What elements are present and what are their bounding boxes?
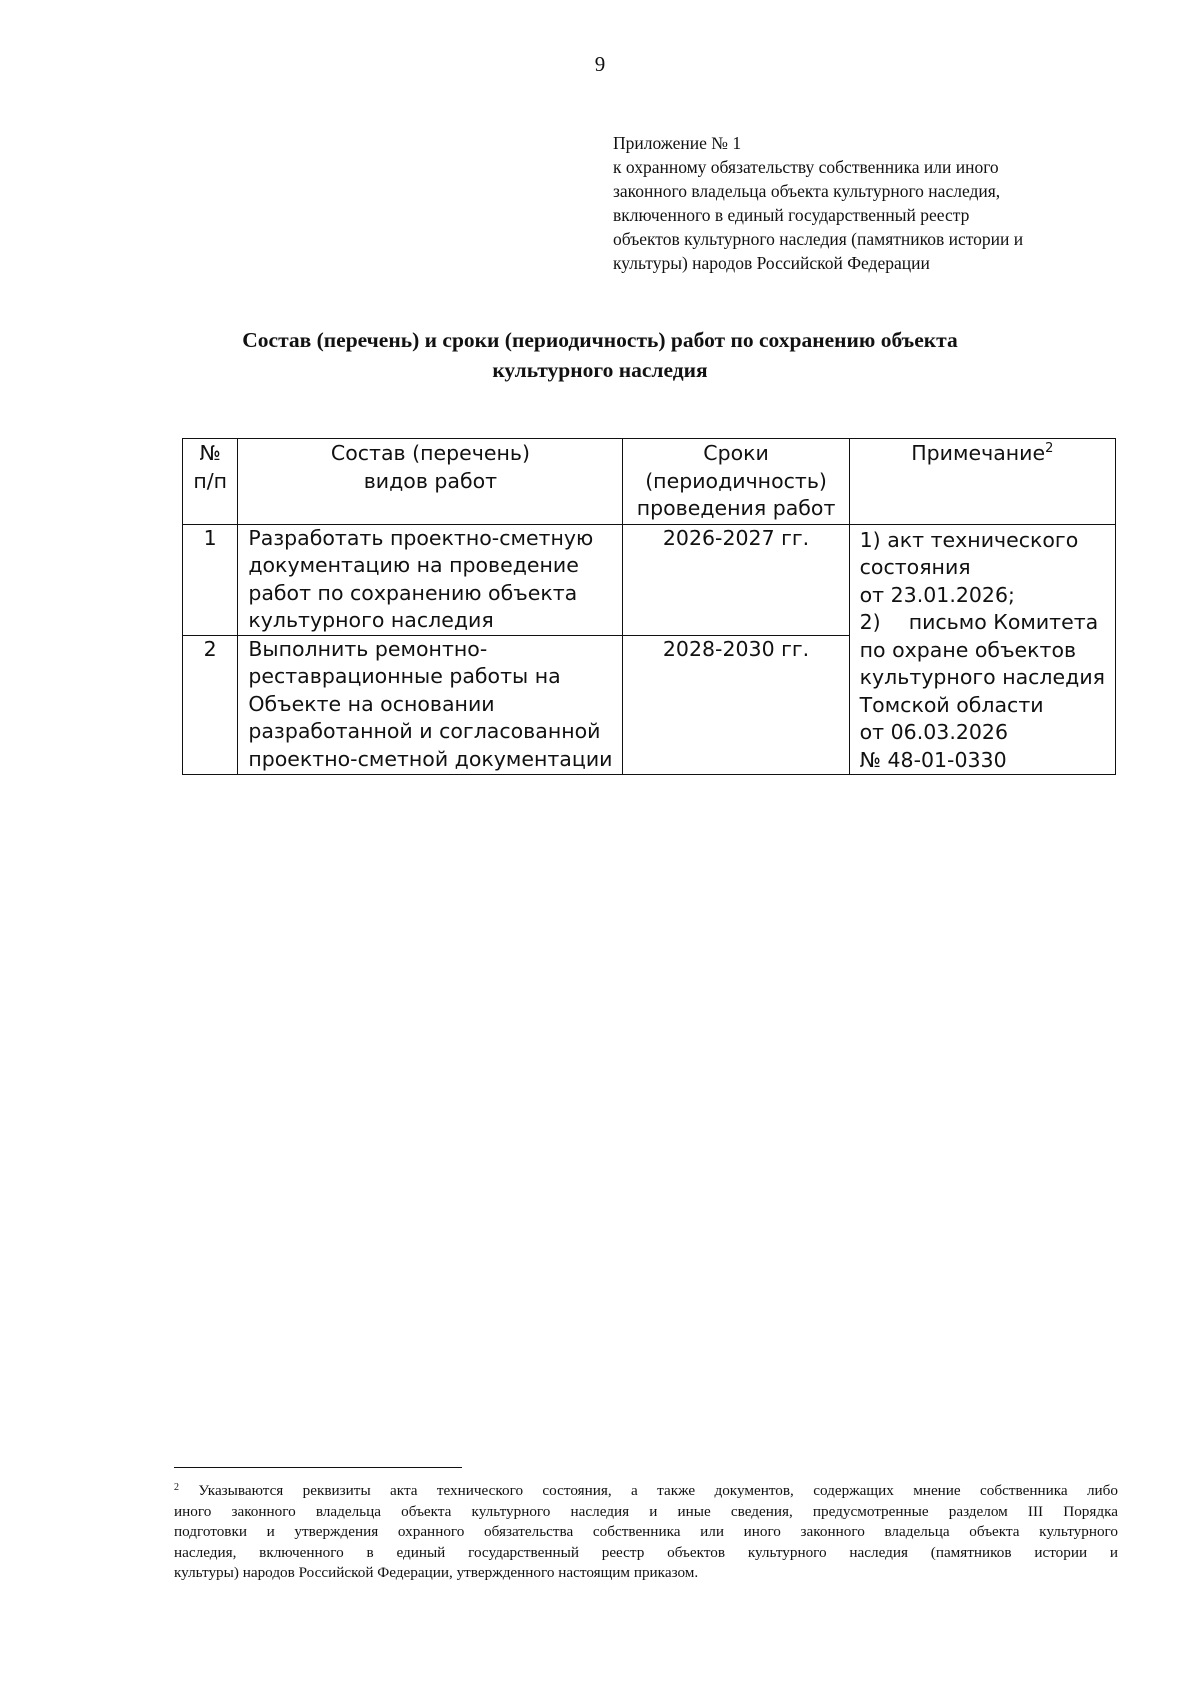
work-name-line: проектно-сметной документации bbox=[248, 746, 613, 771]
footnote-line: культуры) народов Российской Федерации, утвержденного настоящим приказом. bbox=[174, 1564, 699, 1581]
footnote bbox=[174, 1481, 1118, 1584]
footnote-ref: 2 bbox=[1045, 441, 1054, 456]
row-term: 2028-2030 гг. bbox=[623, 635, 849, 774]
title-line: культурного наследия bbox=[492, 358, 708, 382]
note-line: культурного наследия bbox=[859, 665, 1105, 689]
note-line: Томской области bbox=[859, 692, 1044, 717]
header-term-line: Сроки bbox=[703, 441, 769, 465]
table-header-row bbox=[183, 439, 1116, 525]
note-line: состояния bbox=[859, 555, 971, 579]
row-num: 2 bbox=[183, 635, 238, 774]
header-term bbox=[623, 439, 849, 525]
footnote-line bbox=[174, 1481, 1118, 1502]
note-line: 1) акт технического bbox=[859, 527, 1079, 552]
row-work-name bbox=[238, 524, 623, 635]
header-num-line: № bbox=[199, 441, 221, 465]
note-item-text: письмо Комитета bbox=[908, 610, 1099, 634]
note-line: от 23.01.2026; bbox=[859, 582, 1015, 607]
work-name-line: Объекте на основании bbox=[248, 691, 495, 716]
work-name-line: реставрационные работы на bbox=[248, 664, 561, 689]
header-name-line: видов работ bbox=[363, 468, 498, 493]
document-title bbox=[0, 325, 1200, 385]
appendix-line: законного владельца объекта культурного наследия, bbox=[613, 181, 1001, 201]
row-num: 1 bbox=[183, 524, 238, 635]
note-line: от 06.03.2026 bbox=[859, 720, 1009, 744]
work-name-line: Разработать проектно-сметную bbox=[248, 525, 594, 550]
work-name-line: работ по сохранению объекта bbox=[248, 580, 578, 605]
header-num bbox=[183, 439, 238, 525]
header-term-line: (периодичность) bbox=[645, 468, 827, 493]
header-term-line: проведения работ bbox=[636, 496, 836, 520]
appendix-line: Приложение № 1 bbox=[613, 133, 742, 153]
footnote-line: подготовки и утверждения охранного обязательства собственника или иного законного владельца объекта культурного bbox=[174, 1523, 1118, 1540]
table-row bbox=[183, 524, 1116, 635]
header-name-line: Состав (перечень) bbox=[330, 441, 530, 465]
footnote-line: наследия, включенного в единый государственный реестр объектов культурного наследия (памятников истории и bbox=[174, 1543, 1118, 1561]
row-note bbox=[849, 524, 1115, 775]
note-line bbox=[860, 609, 1105, 637]
header-note-label: Примечание bbox=[911, 441, 1046, 465]
appendix-line: объектов культурного наследия (памятников истории и bbox=[613, 229, 1024, 249]
page-number: 9 bbox=[594, 52, 606, 76]
footnote-text: Указываются реквизиты акта технического состояния, а также документов, содержащих мнение собственника либо bbox=[198, 1482, 1118, 1499]
row-work-name bbox=[238, 635, 623, 774]
footnote-marker: 2 bbox=[174, 1482, 179, 1493]
work-name-line: документацию на проведение bbox=[248, 553, 579, 577]
works-table bbox=[182, 438, 1116, 775]
appendix-line: к охранному обязательству собственника или иного bbox=[613, 157, 999, 177]
header-note bbox=[849, 439, 1115, 525]
appendix-header bbox=[613, 131, 1093, 275]
appendix-line: культуры) народов Российской Федерации bbox=[613, 253, 930, 273]
header-num-line: п/п bbox=[193, 468, 228, 493]
appendix-line: включенного в единый государственный реестр bbox=[613, 205, 970, 225]
title-line: Состав (перечень) и сроки (периодичность) работ по сохранению объекта bbox=[242, 328, 958, 352]
work-name-line: Выполнить ремонтно- bbox=[248, 636, 488, 661]
work-name-line: культурного наследия bbox=[248, 608, 494, 632]
header-name bbox=[238, 439, 623, 525]
footnote-line: иного законного владельца объекта культурного наследия и иные сведения, предусмотренные разделом III Порядка bbox=[174, 1502, 1118, 1520]
work-name-line: разработанной и согласованной bbox=[248, 719, 601, 744]
note-item-number: 2) bbox=[859, 610, 881, 634]
footnote-separator bbox=[174, 1467, 462, 1468]
row-term: 2026-2027 гг. bbox=[623, 524, 849, 635]
note-line: по охране объектов bbox=[859, 637, 1077, 662]
note-line: № 48-01-0330 bbox=[859, 747, 1007, 772]
